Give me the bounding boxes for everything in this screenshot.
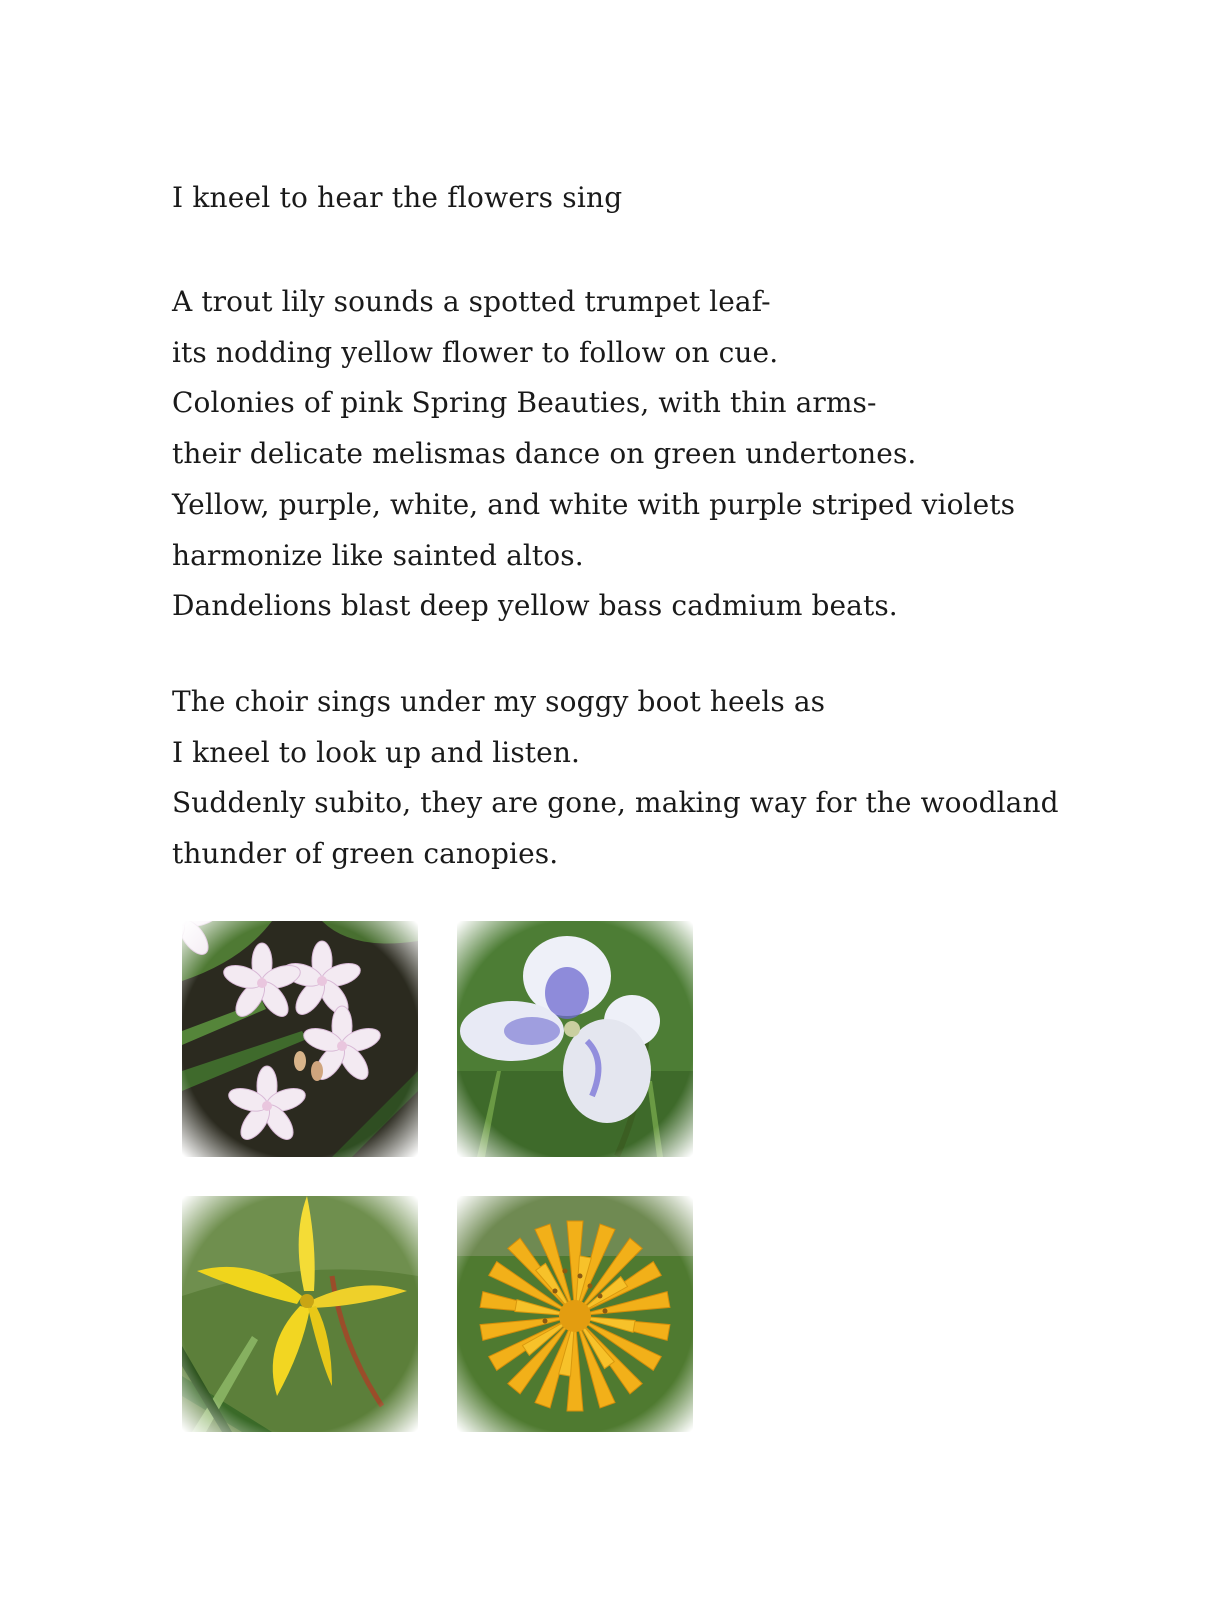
poem-line: I kneel to look up and listen. bbox=[172, 735, 580, 769]
spring-beauty-photo bbox=[182, 921, 418, 1157]
poem-title: I kneel to hear the flowers sing bbox=[172, 181, 623, 214]
poem-line: Suddenly subito, they are gone, making way for the woodland bbox=[172, 786, 1059, 820]
poem-line: thunder of green canopies. bbox=[172, 837, 559, 871]
poem-line: their delicate melismas dance on green undertones. bbox=[172, 437, 917, 471]
poem-line: A trout lily sounds a spotted trumpet leaf- bbox=[172, 285, 771, 318]
poem-stanza-2 bbox=[172, 677, 1059, 880]
poem-line: Colonies of pink Spring Beauties, with thin arms- bbox=[172, 386, 877, 420]
poem-line: harmonize like sainted altos. bbox=[172, 538, 584, 572]
poem-stanza-1 bbox=[172, 277, 1015, 632]
dandelion-photo bbox=[457, 1196, 693, 1432]
poem-line: Dandelions blast deep yellow bass cadmium beats. bbox=[172, 589, 898, 623]
poem-line: Yellow, purple, white, and white with purple striped violets bbox=[172, 487, 1016, 521]
violet-photo bbox=[457, 921, 693, 1157]
trout-lily-photo bbox=[182, 1196, 418, 1432]
poem-line: The choir sings under my soggy boot heels as bbox=[172, 685, 826, 718]
poem-line: its nodding yellow flower to follow on cue. bbox=[172, 335, 779, 369]
